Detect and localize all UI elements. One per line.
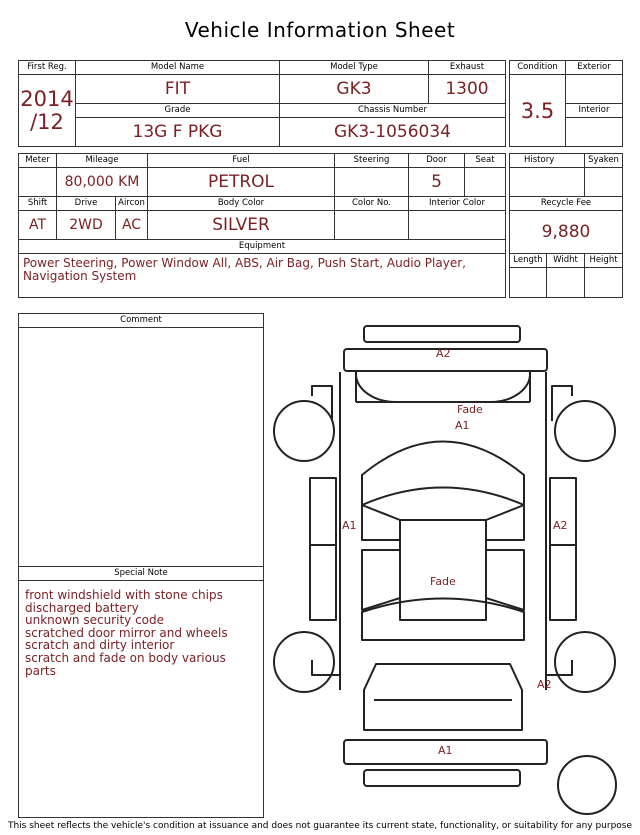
condition-label: Condition: [510, 61, 566, 75]
special-note-line: scratch and dirty interior: [25, 638, 175, 653]
comment-panel: [18, 313, 264, 567]
rear-right-wheel: [555, 632, 615, 692]
seat-label: Seat: [465, 154, 506, 168]
vehicle-specs: [18, 153, 506, 298]
syaken-value: [585, 168, 623, 197]
left-rear-fender: [312, 660, 340, 675]
recycle-fee-label: Recycle Fee: [510, 197, 623, 211]
aircon-label: Aircon: [116, 197, 148, 211]
front-bumper: [364, 326, 520, 342]
damage-mark: Fade: [457, 403, 483, 416]
fuel-label: Fuel: [148, 154, 335, 168]
history-label: History: [510, 154, 585, 168]
spare-wheel: [558, 756, 616, 814]
right-rear-door: [550, 545, 576, 620]
right-front-fender: [552, 386, 572, 421]
fuel-value: PETROL: [148, 168, 335, 197]
width-value: [547, 268, 585, 298]
damage-mark: A1: [342, 519, 357, 532]
windshield: [362, 442, 524, 506]
door-label: Door: [409, 154, 465, 168]
body-color-value: SILVER: [148, 211, 335, 240]
disclaimer-footer: This sheet reflects the vehicle's condition at issuance and does not guarantee its current state, functionality, or suitability for any purpose: [7, 821, 633, 831]
special-note-list: [19, 581, 263, 685]
special-note-line: unknown security code: [25, 613, 165, 628]
vehicle-basic-info: [18, 60, 506, 147]
model-type-label: Model Type: [280, 61, 429, 75]
height-label: Height: [585, 254, 623, 268]
front-left-wheel: [274, 401, 334, 461]
steering-value: [335, 168, 409, 197]
damage-mark: A2: [537, 678, 552, 691]
left-rear-window: [362, 550, 400, 610]
meter-label: Meter: [19, 154, 57, 168]
seat-value: [465, 168, 506, 197]
first-reg-cell: [19, 75, 76, 147]
interior-label: Interior: [566, 104, 623, 118]
damage-mark: A1: [455, 419, 470, 432]
drive-label: Drive: [57, 197, 116, 211]
special-note-line: front windshield with stone chips: [25, 588, 223, 602]
left-front-window: [362, 505, 400, 540]
damage-mark: A1: [438, 744, 453, 757]
model-name-value: FIT: [76, 75, 280, 104]
chassis-label: Chassis Number: [280, 104, 506, 118]
exhaust-value: 1300: [429, 75, 506, 104]
model-name-label: Model Name: [76, 61, 280, 75]
history-value: [510, 168, 585, 197]
exterior-label: Exterior: [566, 61, 623, 75]
mileage-value: 80,000 KM: [57, 168, 148, 197]
equipment-cell: [19, 254, 506, 298]
mileage-label: Mileage: [57, 154, 148, 168]
special-note-line: discharged battery: [25, 600, 139, 615]
left-rear-door: [310, 545, 336, 620]
grade-value: 13G F PKG: [76, 118, 280, 147]
first-reg-label: First Reg.: [19, 61, 76, 75]
side-info: [509, 153, 623, 298]
front-right-wheel: [555, 401, 615, 461]
exhaust-label: Exhaust: [429, 61, 506, 75]
chassis-value: GK3-1056034: [280, 118, 506, 147]
right-front-window: [486, 505, 524, 540]
condition-score: 3.5: [510, 75, 566, 147]
comment-label: Comment: [19, 314, 263, 328]
tailgate: [364, 664, 522, 730]
door-value: 5: [409, 168, 465, 197]
front-cabin-outline: [340, 372, 546, 470]
right-rear-fender: [546, 660, 572, 675]
right-front-door: [550, 478, 576, 545]
length-value: [510, 268, 547, 298]
syaken-label: Syaken: [585, 154, 623, 168]
damage-mark: Fade: [430, 575, 456, 588]
left-headlight: [356, 372, 396, 402]
right-headlight: [490, 372, 530, 402]
damage-mark: A2: [553, 519, 568, 532]
recycle-fee-value: 9,880: [510, 211, 623, 254]
height-value: [585, 268, 623, 298]
interior-color-value: [409, 211, 506, 240]
special-note-label: Special Note: [19, 567, 263, 581]
color-no-label: Color No.: [335, 197, 409, 211]
interior-color-label: Interior Color: [409, 197, 506, 211]
damage-mark: A2: [436, 347, 451, 360]
page-title: Vehicle Information Sheet: [184, 18, 456, 42]
drive-value: 2WD: [57, 211, 116, 240]
equipment-value: Power Steering, Power Window All, ABS, Air Bag, Push Start, Audio Player, Navigation System: [23, 256, 466, 283]
model-type-value: GK3: [280, 75, 429, 104]
exterior-value: [566, 75, 623, 104]
special-note-line: scratch and fade on body various parts: [25, 650, 226, 678]
length-label: Length: [510, 254, 547, 268]
steering-label: Steering: [335, 154, 409, 168]
car-damage-diagram: [262, 318, 622, 818]
aircon-value: AC: [116, 211, 148, 240]
left-front-door: [310, 478, 336, 545]
first-reg-month: /12: [30, 109, 64, 134]
color-no-value: [335, 211, 409, 240]
meter-value: [19, 168, 57, 197]
body-color-label: Body Color: [148, 197, 335, 211]
roof-panel: [400, 520, 486, 620]
shift-label: Shift: [19, 197, 57, 211]
interior-value: [566, 118, 623, 147]
width-label: Widht: [547, 254, 585, 268]
special-note-panel: [18, 566, 264, 818]
rear-bumper-lower: [364, 770, 520, 786]
grade-label: Grade: [76, 104, 280, 118]
equipment-label: Equipment: [19, 240, 506, 254]
rear-left-wheel: [274, 632, 334, 692]
condition-box: [509, 60, 623, 147]
first-reg-year: 2014: [20, 86, 74, 111]
right-rear-window: [486, 550, 524, 610]
shift-value: AT: [19, 211, 57, 240]
special-note-line: scratched door mirror and wheels: [25, 625, 228, 640]
